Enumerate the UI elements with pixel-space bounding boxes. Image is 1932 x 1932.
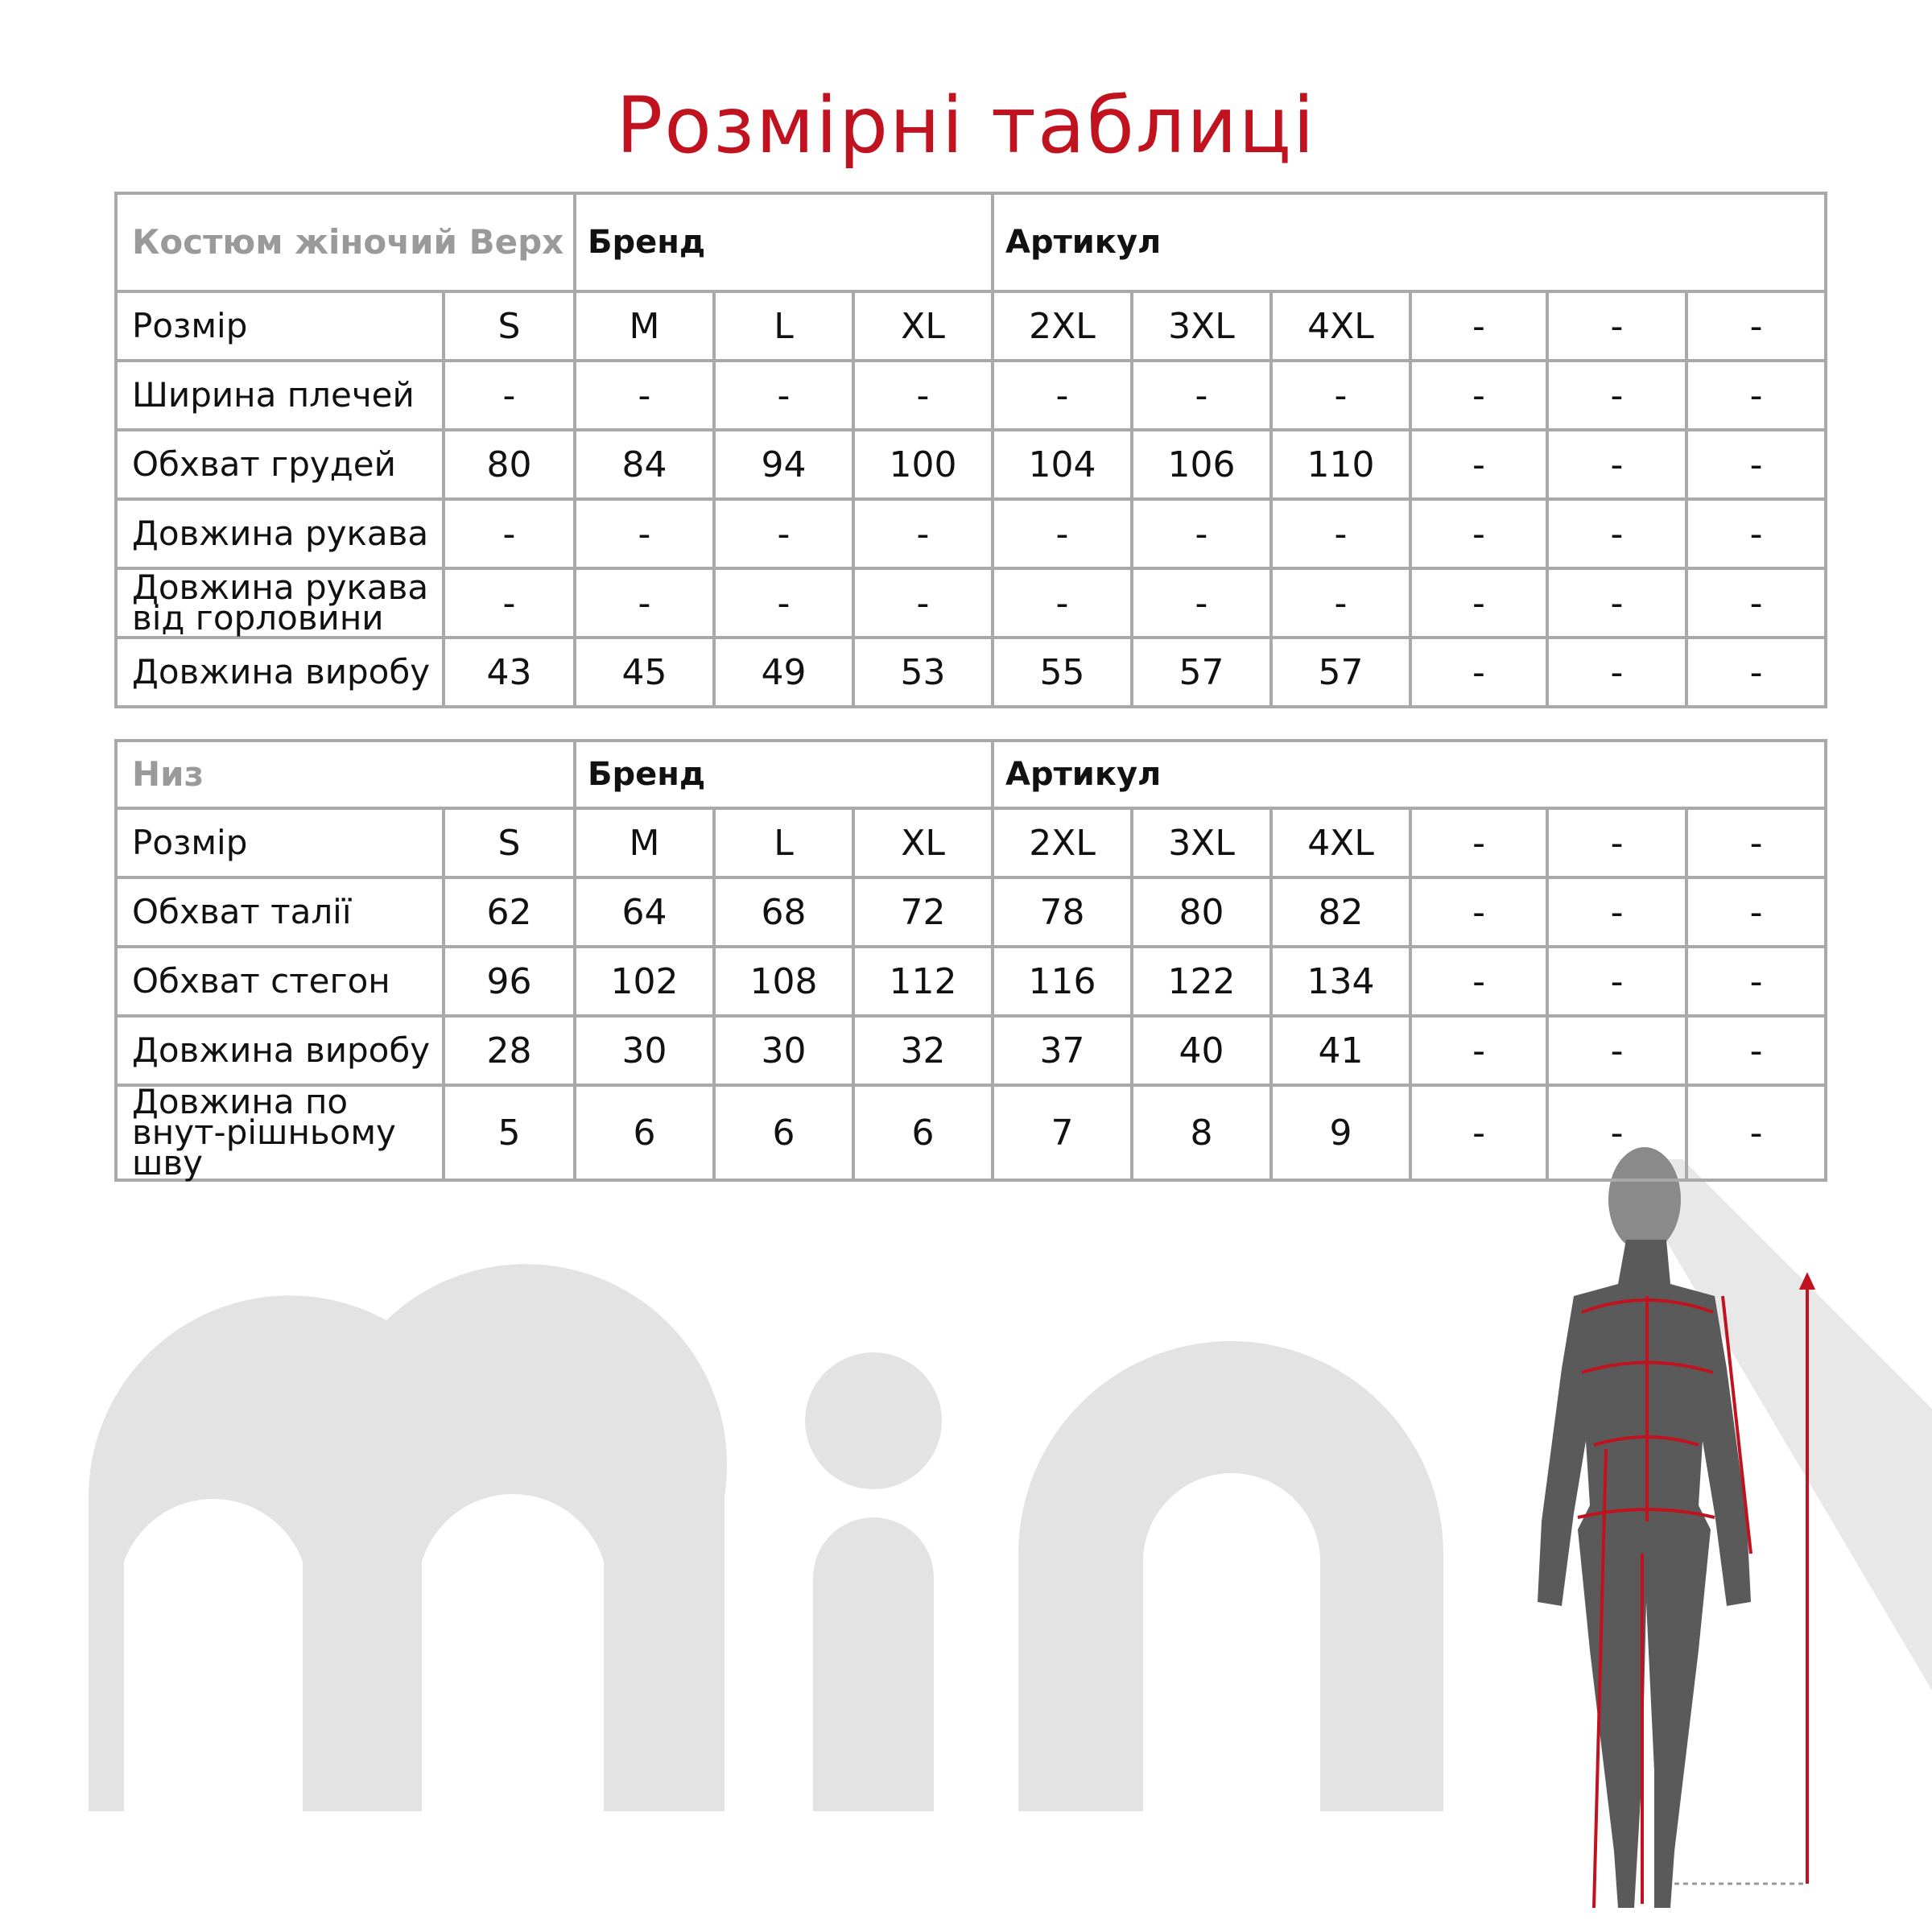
table-row: [116, 499, 1826, 568]
table-cell: 2XL: [993, 808, 1132, 877]
table-cell: 94: [714, 430, 853, 499]
table-cell: 116: [993, 947, 1132, 1016]
table-cell: -: [1547, 291, 1686, 361]
table-cell: 4XL: [1271, 808, 1410, 877]
table-cell: 102: [575, 947, 714, 1016]
table-cell: M: [575, 291, 714, 361]
row-label: Розмір: [116, 291, 444, 361]
table-cell: -: [853, 568, 993, 638]
table-cell: S: [444, 291, 575, 361]
table-cell: 100: [853, 430, 993, 499]
table-cell: -: [993, 568, 1132, 638]
table-row: [116, 568, 1826, 638]
table-cell: 122: [1132, 947, 1271, 1016]
article-label: Артикул: [993, 741, 1826, 808]
table-row: [116, 638, 1826, 707]
table-cell: -: [1547, 1085, 1686, 1180]
category-label: Низ: [116, 741, 575, 808]
table-cell: -: [714, 361, 853, 430]
table-cell: 3XL: [1132, 291, 1271, 361]
table-cell: 40: [1132, 1016, 1271, 1085]
table-cell: 134: [1271, 947, 1410, 1016]
table-cell: -: [1686, 568, 1826, 638]
row-label: Розмір: [116, 808, 444, 877]
table-cell: 57: [1271, 638, 1410, 707]
row-label: Довжина по внут-рішньому шву: [116, 1085, 444, 1180]
table-cell: 37: [993, 1016, 1132, 1085]
table-cell: -: [1686, 1085, 1826, 1180]
table-cell: 64: [575, 877, 714, 947]
table-cell: 57: [1132, 638, 1271, 707]
table-cell: -: [575, 361, 714, 430]
table-cell: -: [993, 499, 1132, 568]
table-cell: -: [1410, 877, 1547, 947]
table-cell: XL: [853, 808, 993, 877]
table-cell: M: [575, 808, 714, 877]
row-label: Обхват талії: [116, 877, 444, 947]
table-row: [116, 291, 1826, 361]
brand-label: Бренд: [575, 193, 993, 291]
table-cell: 6: [853, 1085, 993, 1180]
table-cell: -: [1686, 877, 1826, 947]
table-cell: S: [444, 808, 575, 877]
table-cell: 106: [1132, 430, 1271, 499]
category-label: Костюм жіночий Верх: [116, 193, 575, 291]
table-cell: -: [1547, 499, 1686, 568]
table-cell: -: [1410, 361, 1547, 430]
table-cell: 53: [853, 638, 993, 707]
table-cell: -: [1547, 430, 1686, 499]
table-cell: -: [1132, 568, 1271, 638]
table-cell: -: [1132, 499, 1271, 568]
table-cell: -: [1686, 808, 1826, 877]
table-cell: -: [714, 568, 853, 638]
table-cell: -: [1271, 361, 1410, 430]
row-label: Довжина виробу: [116, 638, 444, 707]
table-cell: -: [575, 568, 714, 638]
top-table-body: [116, 291, 1826, 707]
table-cell: -: [1686, 499, 1826, 568]
table-cell: -: [1410, 1085, 1547, 1180]
table-cell: 84: [575, 430, 714, 499]
row-label: Довжина рукава від горловини: [116, 568, 444, 638]
table-cell: 28: [444, 1016, 575, 1085]
table-cell: 72: [853, 877, 993, 947]
table-cell: -: [1547, 1016, 1686, 1085]
row-label: Обхват стегон: [116, 947, 444, 1016]
table-cell: 6: [714, 1085, 853, 1180]
page-title: Розмірні таблиці: [616, 80, 1316, 171]
table-cell: -: [1547, 568, 1686, 638]
table-cell: -: [1271, 499, 1410, 568]
table-cell: -: [1410, 291, 1547, 361]
table-row: [116, 877, 1826, 947]
table-cell: -: [1410, 808, 1547, 877]
table-cell: 104: [993, 430, 1132, 499]
table-cell: 96: [444, 947, 575, 1016]
table-cell: 8: [1132, 1085, 1271, 1180]
table-cell: 78: [993, 877, 1132, 947]
table-cell: -: [1686, 361, 1826, 430]
row-label: Довжина рукава: [116, 499, 444, 568]
table-cell: 108: [714, 947, 853, 1016]
table-cell: 82: [1271, 877, 1410, 947]
table-cell: 2XL: [993, 291, 1132, 361]
table-cell: -: [853, 499, 993, 568]
table-cell: -: [1686, 947, 1826, 1016]
table-cell: 62: [444, 877, 575, 947]
article-label: Артикул: [993, 193, 1826, 291]
row-label: Довжина виробу: [116, 1016, 444, 1085]
table-cell: 5: [444, 1085, 575, 1180]
row-label: Ширина плечей: [116, 361, 444, 430]
table-cell: -: [714, 499, 853, 568]
table-cell: -: [1686, 430, 1826, 499]
table-cell: -: [1547, 947, 1686, 1016]
table-cell: -: [1686, 638, 1826, 707]
table-cell: -: [1547, 877, 1686, 947]
table-row: [116, 947, 1826, 1016]
table-row: [116, 1016, 1826, 1085]
table-header-row: [116, 741, 1826, 808]
table-header-row: [116, 193, 1826, 291]
table-cell: 43: [444, 638, 575, 707]
table-cell: 112: [853, 947, 993, 1016]
table-cell: -: [1410, 1016, 1547, 1085]
table-cell: 30: [714, 1016, 853, 1085]
table-cell: -: [1410, 568, 1547, 638]
table-cell: -: [444, 568, 575, 638]
table-cell: -: [993, 361, 1132, 430]
table-cell: -: [1547, 638, 1686, 707]
logo-watermark: [89, 1264, 1443, 1811]
table-cell: 110: [1271, 430, 1410, 499]
bottom-table-body: [116, 808, 1826, 1183]
table-cell: 80: [1132, 877, 1271, 947]
table-row: [116, 1085, 1826, 1180]
table-cell: 45: [575, 638, 714, 707]
table-cell: -: [1686, 291, 1826, 361]
table-cell: XL: [853, 291, 993, 361]
table-cell: 49: [714, 638, 853, 707]
brand-label: Бренд: [575, 741, 993, 808]
table-cell: -: [1271, 568, 1410, 638]
table-cell: -: [1686, 1016, 1826, 1085]
table-cell: -: [1547, 361, 1686, 430]
table-cell: 30: [575, 1016, 714, 1085]
table-row: [116, 808, 1826, 877]
table-cell: -: [1132, 361, 1271, 430]
table-cell: -: [444, 361, 575, 430]
table-cell: L: [714, 291, 853, 361]
table-cell: -: [1410, 638, 1547, 707]
top-size-table: [114, 192, 1827, 708]
bottom-size-table: [114, 739, 1827, 1182]
table-cell: 41: [1271, 1016, 1410, 1085]
table-cell: 80: [444, 430, 575, 499]
table-cell: 32: [853, 1016, 993, 1085]
table-cell: -: [575, 499, 714, 568]
table-cell: L: [714, 808, 853, 877]
table-cell: 68: [714, 877, 853, 947]
table-cell: -: [1410, 499, 1547, 568]
table-cell: -: [1410, 947, 1547, 1016]
table-cell: 7: [993, 1085, 1132, 1180]
row-label: Обхват грудей: [116, 430, 444, 499]
table-row: [116, 361, 1826, 430]
table-cell: -: [444, 499, 575, 568]
table-row: [116, 430, 1826, 499]
table-cell: 9: [1271, 1085, 1410, 1180]
table-cell: 55: [993, 638, 1132, 707]
table-cell: -: [1547, 808, 1686, 877]
table-cell: -: [1410, 430, 1547, 499]
table-cell: -: [853, 361, 993, 430]
table-cell: 3XL: [1132, 808, 1271, 877]
table-cell: 6: [575, 1085, 714, 1180]
table-cell: 4XL: [1271, 291, 1410, 361]
